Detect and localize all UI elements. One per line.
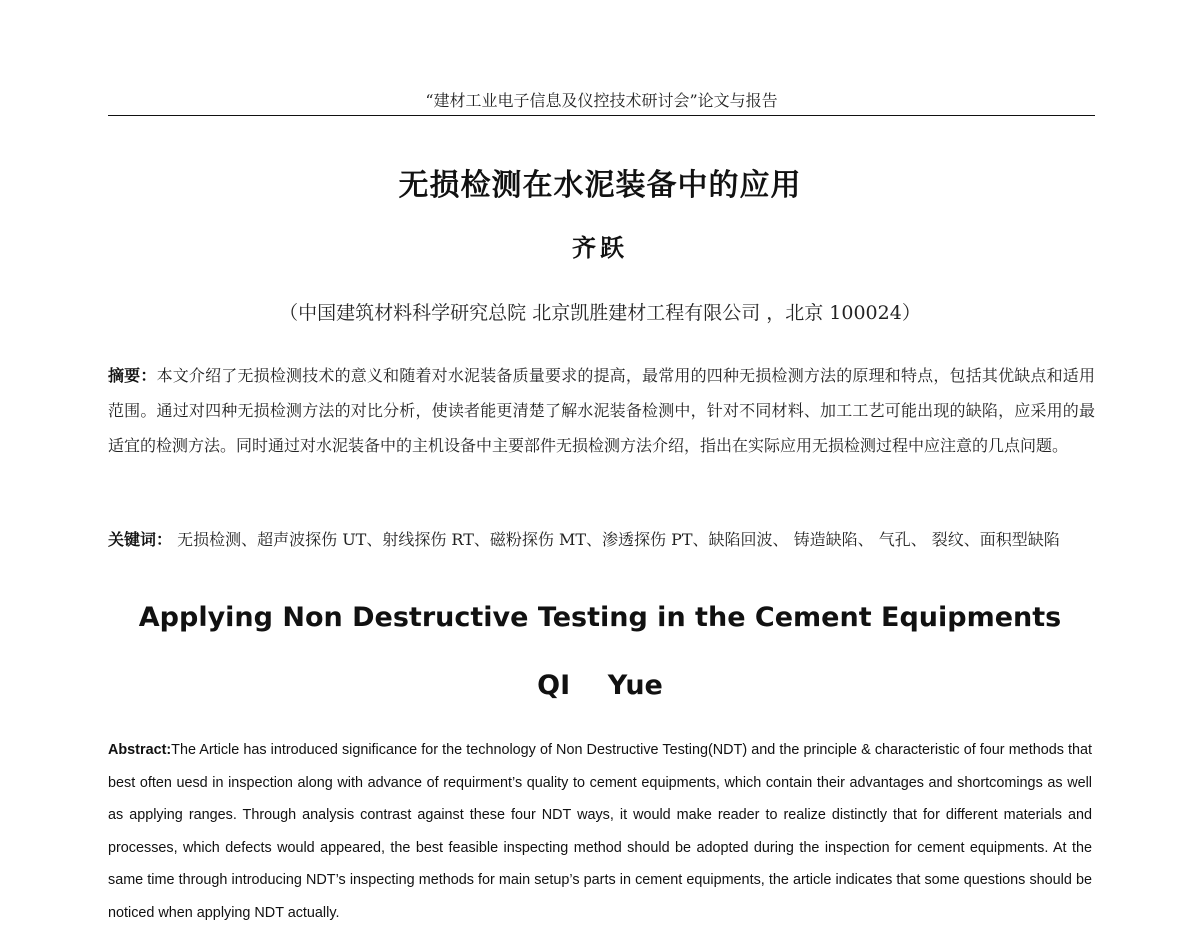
- chinese-keywords: [108, 522, 1095, 557]
- english-abstract-text: The Article has introduced significance for the technology of Non Destructive Testing(NDT) and the principle & characteristic of four methods that best often uesd in inspection along with advance of requirment’s quality to cement equipments, which contain their advantages and shortcomings as well as applying ranges. Through analysis contrast against these four NDT ways, it would make reader to realize distinctly that for different materials and processes, which defects would appeared, the best feasible inspecting method should be adopted during the inspection for cement equipments. At the same time through introducing NDT’s inspecting methods for main setup’s parts in cement equipments, the article indicates that some questions should be noticed when applying NDT actually.: [108, 742, 1092, 921]
- chinese-title: 无损检测在水泥装备中的应用: [398, 168, 802, 203]
- chinese-keywords-label: 关键词：: [108, 530, 173, 549]
- english-title: Applying Non Destructive Testing in the Cement Equipments: [138, 602, 1062, 633]
- chinese-keywords-text: 无损检测、超声波探伤 UT、射线探伤 RT、磁粉探伤 MT、渗透探伤 PT、缺陷回波、 铸造缺陷、 气孔、 裂纹、面积型缺陷: [172, 530, 1060, 549]
- chinese-affiliation: （中国建筑材料科学研究总院 北京凯胜建材工程有限公司 ，北京 100024）: [279, 302, 921, 324]
- english-author: QI Yue: [537, 670, 663, 701]
- english-abstract-label: Abstract:: [108, 742, 172, 758]
- chinese-author: 齐跃: [572, 234, 628, 262]
- chinese-abstract: [108, 358, 1095, 463]
- chinese-abstract-label: 摘要：: [108, 366, 157, 385]
- chinese-abstract-text: 本文介绍了无损检测技术的意义和随着对水泥装备质量要求的提高，最常用的四种无损检测方法的原理和特点，包括其优缺点和适用范围。通过对四种无损检测方法的对比分析，使读者能更清楚了解水泥装备检测中，针对不同材料、加工工艺可能出现的缺陷，应采用的最适宜的检测方法。同时通过对水泥装备中的主机设备中主要部件无损检测方法介绍，指出在实际应用无损检测过程中应注意的几点问题。: [108, 366, 1095, 455]
- english-abstract: [108, 734, 1092, 929]
- running-header: “建材工业电子信息及仪控技术研讨会”论文与报告: [425, 91, 778, 110]
- header-rule: [108, 115, 1095, 116]
